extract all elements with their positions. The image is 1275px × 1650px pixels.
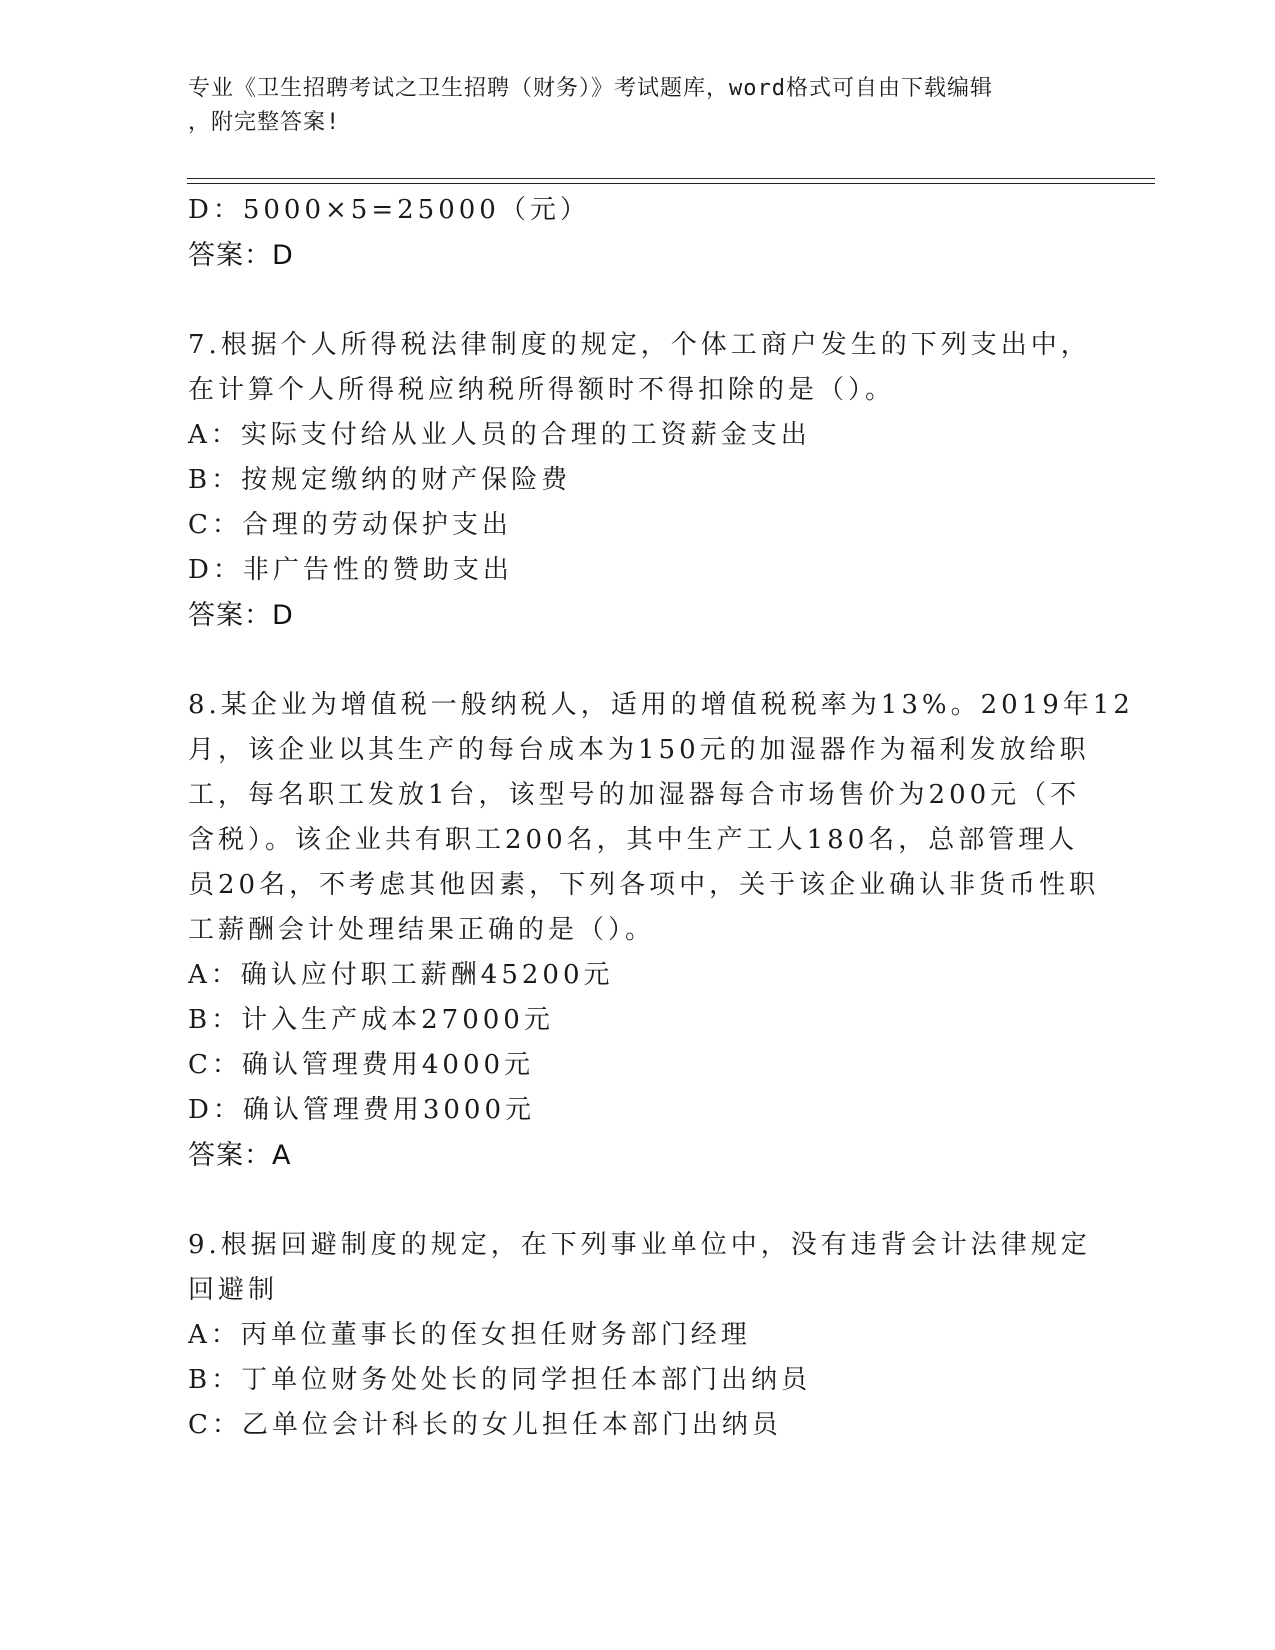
previous-question-tail xyxy=(188,188,1088,278)
question-stem-line: 工薪酬会计处理结果正确的是（）。 xyxy=(188,915,656,945)
answer: 答案：D xyxy=(188,240,294,271)
question-stem-line: 回避制 xyxy=(188,1275,279,1305)
question-9 xyxy=(188,1223,1091,1448)
option-a: A：丙单位董事长的侄女担任财务部门经理 xyxy=(188,1320,751,1350)
option-a: A：实际支付给从业人员的合理的工资薪金支出 xyxy=(188,420,811,450)
option-d: D：非广告性的赞助支出 xyxy=(188,555,513,585)
question-stem-line: 7.根据个人所得税法律制度的规定，个体工商户发生的下列支出中， xyxy=(188,330,1091,360)
question-stem-line: 工，每名职工发放1台，该型号的加湿器每合市场售价为200元（不 xyxy=(188,780,1081,810)
option-b: B：丁单位财务处处长的同学担任本部门出纳员 xyxy=(188,1365,812,1395)
document-header xyxy=(188,72,1088,140)
question-stem-line: 9.根据回避制度的规定，在下列事业单位中，没有违背会计法律规定 xyxy=(188,1230,1091,1260)
answer: 答案：D xyxy=(188,600,294,631)
question-stem-line: 员20名，不考虑其他因素，下列各项中，关于该企业确认非货币性职 xyxy=(188,870,1100,900)
header-line-1: 专业《卫生招聘考试之卫生招聘（财务）》考试题库，word格式可自由下载编辑 xyxy=(188,76,993,101)
question-stem-line: 8.某企业为增值税一般纳税人，适用的增值税税率为13%。2019年12 xyxy=(188,690,1134,720)
spacer xyxy=(188,638,1088,683)
header-rule-bottom xyxy=(187,183,1155,184)
spacer xyxy=(188,278,1088,323)
option-b: B：计入生产成本27000元 xyxy=(188,1005,554,1035)
question-7 xyxy=(188,323,1091,638)
option-c: C：合理的劳动保护支出 xyxy=(188,510,512,540)
answer: 答案：A xyxy=(188,1140,292,1171)
question-8 xyxy=(188,683,1134,1178)
option-d: D：5000×5=25000（元） xyxy=(188,195,590,225)
header-rule-top xyxy=(187,178,1155,179)
option-d: D：确认管理费用3000元 xyxy=(188,1095,536,1125)
option-b: B：按规定缴纳的财产保险费 xyxy=(188,465,572,495)
option-c: C：确认管理费用4000元 xyxy=(188,1050,535,1080)
page-content xyxy=(188,188,1134,1448)
question-stem-line: 月，该企业以其生产的每台成本为150元的加湿器作为福利发放给职 xyxy=(188,735,1090,765)
spacer xyxy=(188,1178,1088,1223)
header-line-2: ，附完整答案! xyxy=(188,110,341,135)
option-a: A：确认应付职工薪酬45200元 xyxy=(188,960,614,990)
option-c: C：乙单位会计科长的女儿担任本部门出纳员 xyxy=(188,1410,782,1440)
question-stem-line: 含税）。该企业共有职工200名，其中生产工人180名，总部管理人 xyxy=(188,825,1079,855)
question-stem-line: 在计算个人所得税应纳税所得额时不得扣除的是（）。 xyxy=(188,375,896,405)
